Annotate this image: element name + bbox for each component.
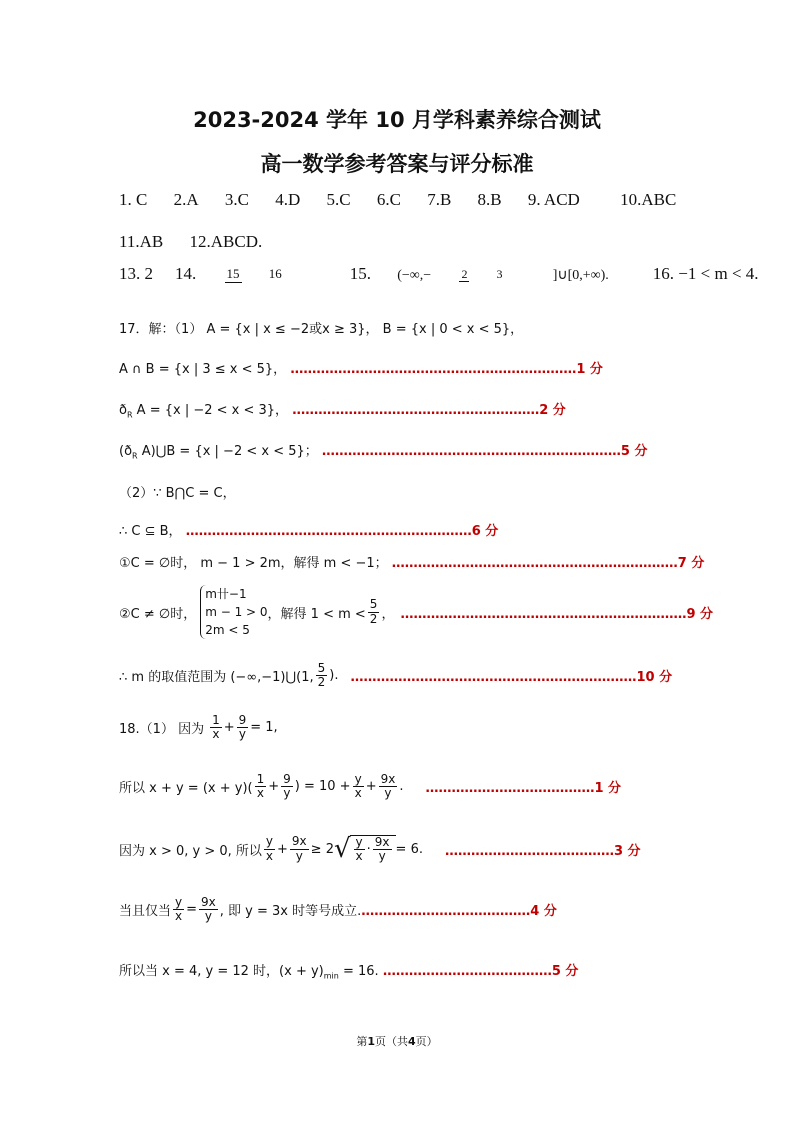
- fraction: [379, 773, 398, 800]
- denominator: y: [283, 786, 291, 801]
- q17-line-9: [119, 662, 672, 689]
- numerator: 5: [369, 597, 378, 612]
- math-text: A)⋃B = {x | −2 < x < 5}；: [141, 444, 318, 459]
- page-subtitle: 高一数学参考答案与评分标准: [260, 152, 534, 176]
- q18-line-3: 因为 x > 0, y > 0, 所以 $\frac{y}{x}$ + $\frac{9x}{y}$ ≥ 2 √ $\frac{y}{x}$ · $\frac{9x}{y}$ = 6. …………………………………3 分: [119, 834, 641, 864]
- math-text: 所以 x + y = (x + y)(: [119, 781, 253, 797]
- page-footer: [0, 1033, 794, 1049]
- math-text: ≥ 2: [310, 841, 334, 857]
- interval-start: (−∞,−: [397, 268, 432, 283]
- q17-line-1: 17．解：（1） A = {x | x ≤ −2或x ≥ 3}， B = {x | 0 < x < 5}，: [119, 322, 524, 337]
- denominator: x: [265, 848, 274, 863]
- complement-symbol: (ð: [119, 444, 133, 459]
- page-total: 4: [408, 1035, 416, 1048]
- interval-end: ]∪[0,+∞).: [552, 268, 609, 283]
- denominator: y: [295, 848, 303, 863]
- numerator: 9: [238, 713, 247, 727]
- q17-line-7: [119, 552, 704, 571]
- score-marker: …………………………………………………………1 分: [290, 362, 603, 377]
- answer-item: 7.B: [427, 190, 452, 209]
- system-row: m卄−1: [205, 587, 247, 601]
- inequality-system: [200, 585, 267, 639]
- fraction: [173, 896, 184, 923]
- math-text: ②C ≠ ∅时，: [119, 606, 197, 622]
- answer-item: 2.A: [173, 190, 199, 209]
- numerator: y: [355, 834, 363, 849]
- fraction: [225, 267, 306, 282]
- fraction: [237, 714, 249, 741]
- complement-symbol: ð: [119, 403, 127, 418]
- answer-item: 13. 2: [119, 264, 153, 283]
- subscript: R: [126, 410, 133, 420]
- denominator: 16: [268, 266, 282, 282]
- q17-line-3: [119, 399, 566, 420]
- answer-label: 14.: [175, 264, 197, 283]
- system-row: m − 1 > 0: [205, 605, 268, 619]
- fraction: [368, 598, 380, 625]
- math-text: 当且仅当: [119, 904, 172, 920]
- fraction: [264, 835, 275, 862]
- answer-item: 3.C: [224, 190, 249, 209]
- answer-item: [350, 264, 631, 284]
- q17-line-5: （2）∵ B⋂C = C，: [119, 486, 236, 501]
- math-text: ) = 10 +: [294, 779, 351, 795]
- choice-answers-row-2: [119, 232, 284, 252]
- score-marker: …………………………………………………2 分: [292, 403, 566, 418]
- square-root: √ $\frac{y}{x}$ · $\frac{9x}{y}$: [334, 834, 396, 864]
- footer-text: 页（共: [375, 1035, 408, 1048]
- answer-item: 8.B: [477, 190, 502, 209]
- q17-line-8: [119, 585, 713, 639]
- denominator: 3: [496, 267, 503, 281]
- denominator: y: [384, 786, 392, 801]
- numerator: 2: [461, 267, 468, 281]
- subscript: R: [132, 451, 138, 461]
- math-text: A ∩ B = {x | 3 ≤ x < 5}，: [119, 362, 287, 377]
- math-text: , 即 y = 3x 时等号成立.: [219, 904, 362, 920]
- q17-line-4: [119, 440, 647, 461]
- answer-item: 6.C: [376, 190, 401, 209]
- math-text: = 16.: [342, 964, 379, 979]
- fraction: [199, 896, 218, 923]
- page-title: 2023-2024 学年 10 月学科素养综合测试: [193, 108, 601, 132]
- answer-label: 15.: [349, 264, 371, 283]
- fraction: [316, 662, 328, 689]
- q18-line-1: 18.（1） 因为 $\frac{1}{x}$ + $\frac{9}{y}$ = 1,: [119, 713, 278, 742]
- footer-text: 第: [356, 1035, 368, 1048]
- score-marker: ……………………………………………………………5 分: [321, 444, 648, 459]
- q18-line-2: 所以 x + y = (x + y)( $\frac{1}{x}$ + $\frac{9}{y}$ ) = 10 + $\frac{y}{x}$ + $\frac{9x}{y}$ . …………………………………1 分: [119, 772, 622, 801]
- denominator: x: [212, 727, 220, 742]
- answer-item: 1. C: [119, 190, 148, 209]
- fraction: [353, 773, 364, 800]
- denominator: x: [355, 849, 363, 863]
- math-text: = 1,: [250, 720, 278, 736]
- denominator: x: [256, 786, 264, 801]
- fraction: [210, 714, 222, 741]
- subscript: min: [323, 971, 339, 981]
- math-text: ①C = ∅时， m − 1 > 2m，解得 m < −1；: [119, 556, 388, 571]
- math-text: ).: [329, 668, 339, 684]
- score-marker: …………………………………4 分: [361, 904, 557, 920]
- score-marker: …………………………………………………………9 分: [400, 606, 714, 622]
- numerator: 9x: [201, 895, 216, 909]
- numerator: 9x: [374, 834, 390, 849]
- numerator: 1: [256, 772, 265, 786]
- numerator: 9x: [291, 834, 307, 849]
- fraction: [255, 773, 267, 800]
- denominator: x: [354, 786, 362, 801]
- answer-item: 11.AB: [119, 232, 164, 251]
- numerator: y: [175, 895, 183, 909]
- numerator: 15: [226, 266, 240, 282]
- denominator: y: [238, 727, 246, 742]
- numerator: y: [265, 834, 274, 849]
- math-text: ∴ m 的取值范围为 (−∞,−1)⋃(1,: [119, 670, 314, 686]
- score-marker: …………………………………………………………10 分: [350, 670, 673, 686]
- math-text: .: [399, 779, 404, 795]
- math-text: ∴ C ⊆ B，: [119, 524, 182, 539]
- answer-item: 5.C: [326, 190, 351, 209]
- fraction: [281, 773, 293, 800]
- fraction: [354, 836, 365, 863]
- answer-item: [175, 264, 328, 284]
- numerator: 9: [283, 772, 291, 786]
- math-text: A = {x | −2 < x < 3}，: [136, 403, 289, 418]
- q18-line-5: [119, 960, 578, 981]
- answer-item: 12.ABCD.: [189, 232, 263, 251]
- denominator: x: [175, 909, 183, 924]
- page-number: 1: [367, 1035, 375, 1048]
- denominator: 2: [317, 675, 326, 690]
- fill-answers-row: [119, 264, 781, 284]
- math-text: ，: [381, 606, 395, 622]
- numerator: y: [354, 772, 362, 786]
- answer-item: 9. ACD: [527, 190, 580, 209]
- answer-item: 4.D: [275, 190, 301, 209]
- fraction: [373, 836, 392, 863]
- denominator: 2: [369, 611, 378, 626]
- answer-item: 10.ABC: [620, 190, 677, 209]
- q18-line-4: 当且仅当 $\frac{y}{x}$ = $\frac{9x}{y}$ , 即 y = 3x 时等号成立. …………………………………4 分: [119, 895, 557, 924]
- denominator: y: [378, 849, 386, 863]
- fraction: [459, 268, 526, 282]
- score-marker: …………………………………………………………6 分: [185, 524, 499, 539]
- math-text: 18.（1） 因为: [119, 722, 205, 738]
- score-marker: …………………………………5 分: [382, 964, 579, 979]
- denominator: y: [204, 909, 212, 924]
- numerator: 1: [212, 713, 220, 727]
- fraction: [290, 835, 309, 862]
- numerator: 5: [317, 661, 326, 675]
- score-marker: …………………………………1 分: [425, 781, 622, 797]
- q17-line-6: [119, 520, 498, 539]
- math-text: 因为 x > 0, y > 0, 所以: [119, 843, 262, 859]
- answer-item: 16. −1 < m < 4.: [652, 264, 759, 283]
- numerator: 9x: [380, 772, 396, 786]
- choice-answers-row-1: [119, 190, 676, 210]
- footer-text: 页）: [415, 1035, 438, 1048]
- score-marker: …………………………………3 分: [444, 843, 641, 859]
- math-text: ，解得 1 < m <: [267, 606, 366, 622]
- q17-line-2: [119, 358, 603, 377]
- math-text: 所以当 x = 4, y = 12 时，(x + y): [119, 964, 324, 979]
- system-row: 2m < 5: [205, 623, 250, 637]
- score-marker: …………………………………………………………7 分: [391, 556, 705, 571]
- math-text: = 6.: [395, 841, 423, 857]
